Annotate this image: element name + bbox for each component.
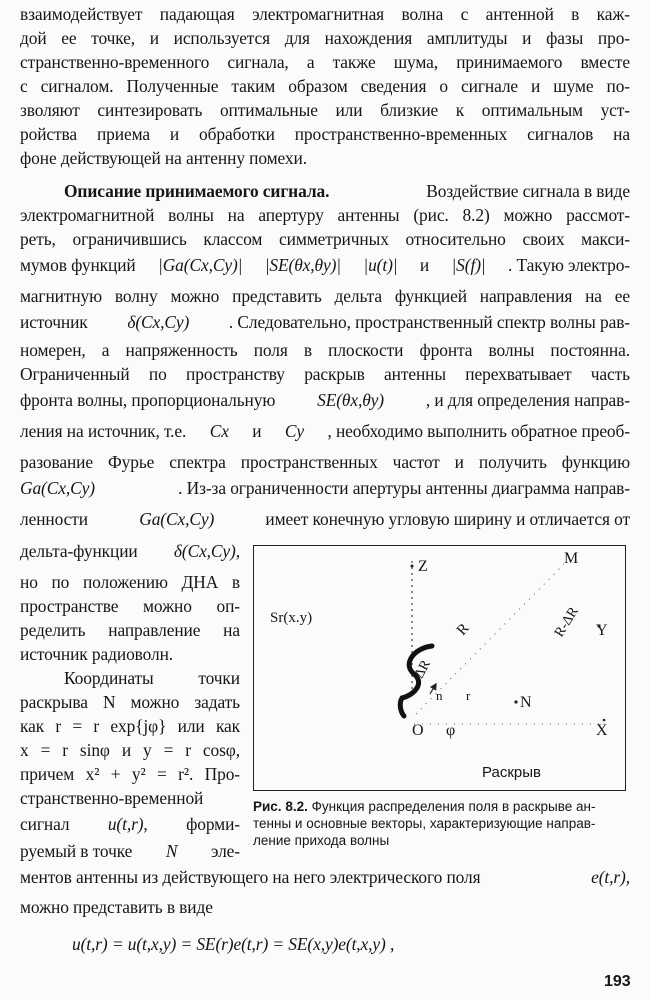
n-vector-label: n: [436, 688, 443, 703]
text-line: [20, 866, 630, 888]
text-line: пространстве можно оп-: [20, 596, 240, 616]
text-line: x = r sinφ и y = r cosφ,: [20, 740, 240, 760]
formula: δ(Cx,Cy),: [173, 541, 240, 561]
section-heading: Описание принимаемого сигнала.: [64, 181, 330, 201]
text-line: электромагнитной волны на апертуру антенны (рис. 8.2) можно рассмот-: [20, 205, 630, 225]
text-fragment: ления на источник, т.е.: [20, 421, 187, 441]
formula: Gа(Cx,Cy): [139, 509, 215, 529]
formula: Cy: [284, 421, 305, 441]
text-fragment: . Из-за ограниченности апертуры антенны диаграмма направ-: [178, 478, 630, 498]
text-line: разование Фурье спектра пространственных частот и получить функцию: [20, 452, 630, 472]
text-fragment: руемый в точке: [20, 841, 133, 861]
figure-caption: [253, 798, 633, 849]
x-tick-dot: [603, 719, 606, 722]
text-line: Ограниченный по пространству раскрыв антенны перехватывает часть: [20, 364, 630, 384]
figure-diagram: [254, 546, 624, 789]
z-axis-label: Z: [418, 558, 428, 575]
r-minus-delta-label: R-ΔR: [552, 604, 582, 640]
text-fragment: ментов антенны из действующего на него электрического поля: [20, 867, 481, 887]
text-fragment: сигнал: [20, 814, 70, 834]
point-n-label: N: [520, 694, 532, 711]
equation: u(t,r) = u(t,x,y) = SE(r)e(t,r) = SE(x,y)e(t,x,y) ,: [72, 934, 395, 954]
page-number: 193: [604, 973, 631, 990]
text-line: [20, 311, 630, 333]
formula: e(t,r),: [591, 867, 630, 887]
x-axis-label: X: [596, 722, 608, 739]
text-fragment: дельта-функции: [20, 541, 138, 561]
formula: |S(f)|: [451, 255, 486, 275]
formula: SE(θx,θy): [317, 390, 384, 410]
text-fragment: и: [419, 255, 430, 275]
caption-label: Рис. 8.2.: [253, 799, 308, 814]
text-fragment: , необходимо выполнить обратное преоб-: [327, 421, 630, 441]
text-line: зволяют синтезировать оптимальные или близкие к оптимальным уст-: [20, 100, 630, 120]
text-fragment: , и для определения направ-: [425, 390, 630, 410]
formula: Gа(Cx,Cy): [20, 478, 95, 498]
r-vector-label: R: [454, 620, 473, 639]
text-line: [20, 540, 240, 562]
text-line: ределить направление на: [20, 620, 240, 640]
text-line: [20, 254, 630, 276]
text-line: номерен, а напряженность поля в плоскости фронта волны постоянна.: [20, 340, 630, 360]
formula: |SE(θx,θy)|: [264, 255, 341, 275]
formula: u(t,r),: [107, 814, 148, 834]
text-line: магнитную волну можно представить дельта функцией направления на ее: [20, 286, 630, 306]
formula: δ(Cx,Cy): [127, 312, 190, 332]
text-line: странственно-временной: [20, 788, 204, 808]
delta-r-label: ΔR: [412, 657, 434, 682]
text-line: как r = r exp{jφ} или как: [20, 716, 240, 736]
text-fragment: . Следовательно, пространственный спектр волны рав-: [228, 312, 630, 332]
text-fragment: ленности: [20, 509, 88, 529]
text-line: [20, 389, 630, 411]
text-line: реть, ограничившись классом симметричных относительно своих макси-: [20, 229, 630, 249]
caption-text: Функция распределения поля в раскрыве ан- тенны и основные векторы, характеризующие направ- ление прихода волны: [253, 799, 596, 848]
text-line: странственно-временного сигнала, а также шума, принимаемого вместе: [20, 52, 630, 72]
text-line: причем x² + y² = r². Про-: [20, 764, 240, 784]
text-fragment: имеет конечную угловую ширину и отличается от: [265, 509, 630, 529]
text-line: [20, 813, 240, 835]
point-m-label: M: [564, 550, 579, 567]
text-line: источник радиоволн.: [20, 644, 174, 664]
text-fragment: . Такую электро-: [507, 255, 630, 275]
formula: N: [165, 841, 178, 861]
y-axis-label: Y: [596, 622, 608, 639]
text-line: дой ее точке, и используется для нахождения амплитуды и фазы про-: [20, 28, 630, 48]
text-fragment: мумов функций: [20, 255, 136, 275]
text-line: раскрыва N можно задать: [20, 692, 240, 712]
origin-label: O: [412, 722, 424, 739]
formula: |Gа(Cx,Cy)|: [158, 255, 243, 275]
aperture-label: Раскрыв: [482, 764, 542, 781]
text-fragment: форми-: [186, 814, 240, 834]
text-line: взаимодействует падающая электромагнитная волна с антенной в каж-: [20, 4, 630, 24]
text-fragment: источник: [20, 312, 88, 332]
text-line: [20, 477, 630, 499]
text-line: [64, 180, 630, 202]
formula: |u(t)|: [363, 255, 398, 275]
text-line: можно представить в виде: [20, 897, 213, 917]
text-fragment: фронта волны, пропорциональную: [20, 390, 276, 410]
formula: Cx: [209, 421, 229, 441]
text-fragment: Воздействие сигнала в виде: [426, 181, 630, 201]
text-line: фоне действующей на антенну помехи.: [20, 148, 307, 168]
field-distribution-curve: [400, 646, 432, 716]
text-fragment: эле-: [211, 841, 240, 861]
field-function-label: Sr(x.y): [270, 610, 313, 626]
r-small-vector-label: r: [466, 688, 471, 703]
text-line: Координаты точки: [64, 668, 240, 688]
text-line: [20, 840, 240, 862]
text-fragment: и: [252, 421, 262, 441]
z-tick-dot: [411, 565, 414, 568]
n-point-dot: [514, 700, 517, 703]
text-line: [20, 420, 630, 442]
figure-8-2: [253, 545, 626, 791]
text-line: с сигналом. Полученные таким образом сведения о сигнале и шуме по-: [20, 76, 630, 96]
text-line: но по положению ДНА в: [20, 572, 240, 592]
text-line: ройства приема и обработки пространственно-временных сигналов на: [20, 124, 630, 144]
phi-label: φ: [446, 722, 456, 739]
text-line: [20, 508, 630, 530]
